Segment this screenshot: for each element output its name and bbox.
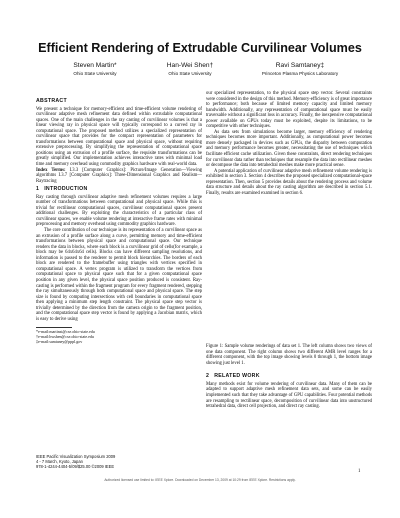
body-paragraph: A potential application of curvilinear adaptive mesh refinement volume rendering is exhibited in section 3. Section 4 describes the proposed specialized computational-space representation. Then, section 5 provides details about the rendering process and volume data structure and details about the ray casting algorithm are described in section 5.1. Finally, results are examined examined in section 6. bbox=[206, 168, 372, 196]
author-affiliation: Ohio State University bbox=[73, 71, 117, 76]
author-affiliation: Ohio State University bbox=[168, 71, 212, 76]
author-1 bbox=[55, 62, 135, 77]
section-2-heading bbox=[206, 374, 372, 380]
abstract-text: We present a technique for memory-efficient and time-efficient volume rendering of curvilinear adaptive mesh refinement data defined within extrudable computational spaces. One of the main challenges in the ray casting of curvilinear volumes is that a linear viewing ray in physical space will typically correspond to a curved ray in computational space. The proposed method utilizes a specialized representation of curvilinear space that provides for the compact representation of parameters for transformations between computational space and physical space, without requiring extensive preprocessing. By simplifying the representation of computational space positions using an extrusion of a profile surface, the requisite transformations can be greatly simplified. Our implementation achieves interactive rates with minimal load time and memory overhead using commodity graphics hardware with real-world data. bbox=[36, 106, 202, 168]
related-work-paragraph: Many methods exist for volume rendering of curvilinear data. Many of them can be adapted to support adaptive mesh refinement data sets, and some can be easily implemented such that they take advantage of GPU capabilities. Four potential methods are resampling to rectilinear space, decomposition of curvilinear data into unstructured tetrahedral data, direct cell projection, and direct ray casting. bbox=[206, 381, 372, 410]
body-paragraph: As data sets from simulations become larger, memory efficiency of rendering techniques becomes more important. Additionally, as computational power becomes more densely packaged in devices such as GPUs, the disparity between computation and memory performance becomes greater, necessitating the use of techniques which facilitate efficient cache utilization. Given these constraints, direct rendering techniques for curvilinear data rather than techniques that resample the data into rectilinear meshes or decompose the data into tetrahedral meshes make more practical sense. bbox=[206, 129, 372, 169]
author-3 bbox=[240, 62, 360, 77]
section-title: INTRODUCTION bbox=[44, 186, 88, 193]
conference-line: 978-1-4244-4404-5/09/$25.00 ©2009 IEEE bbox=[36, 463, 115, 469]
author-name: Ravi Samtaney‡ bbox=[275, 62, 325, 69]
left-column bbox=[36, 96, 202, 345]
conference-line: IEEE Pacific Visualization Symposium 2009 bbox=[36, 454, 116, 459]
section-number: 1 bbox=[36, 186, 40, 193]
author-2 bbox=[150, 62, 230, 77]
index-terms bbox=[36, 168, 202, 185]
footnote-divider bbox=[36, 327, 72, 328]
footnote: †e-mail:hwshen@cse.ohio-state.edu bbox=[36, 334, 94, 340]
body-paragraph: our specialized representation, to the physical space step vector. Several constraints were considered in the design of this method. Memory-efficiency is of great importance to performance; both because of limited memory capacity and limited memory bandwidth. Additionally, any representation of computational space must be easily traversable without a significant loss in accuracy. Finally, the inexpensive computational power available on GPUs today must be exploited, despite its limitations, to be competitive with other techniques. bbox=[206, 91, 373, 130]
figure-1-area bbox=[206, 196, 372, 344]
index-terms-text: I.3.3 [Computer Graphics]: Picture/Image Generation—Viewing algorithms I.3.7 [Computer Graphics]: Three-Dimensional Graphics and Realism—Raytracing bbox=[36, 167, 203, 184]
section-title: RELATED WORK bbox=[214, 373, 260, 380]
author-block bbox=[0, 62, 400, 86]
author-name: Han-Wei Shen† bbox=[166, 62, 214, 69]
download-footer: Authorized licensed use limited to: IEEE Xplore. Downloaded on December 13, 2009 at 10:29 from IEEE Xplore. Restrictions apply. bbox=[104, 478, 296, 482]
figure-caption: Figure 1: Sample volume renderings of data set 1. The left column shows two views of one data component. The right column shows two different AMR level ranges for a different component, with the top image showing levels 0 through 1, the bottom image showing just level 1. bbox=[206, 344, 372, 366]
page-number: 1 bbox=[358, 469, 361, 474]
section-number: 2 bbox=[206, 373, 210, 380]
index-terms-label: Index Terms: bbox=[36, 167, 66, 173]
section-1-heading bbox=[36, 187, 202, 193]
author-name: Steven Martin* bbox=[73, 62, 117, 69]
intro-paragraph-1: Ray casting through curvilinear adaptive mesh refinement volumes requires a large number of transformations between computational and physical space. While this is trivial for rectilinear computational spaces, curvilinear computational spaces present additional challenges. By exploiting the characteristics of a particular class of curvilinear spaces, we enable volume rendering at interactive frame rates with minimal preprocessing and memory overhead using commodity graphics hardware. bbox=[36, 194, 202, 228]
footnote: ‡e-mail:samtaney@pppl.gov bbox=[36, 338, 83, 344]
conference-line: 4 - 7 March, Kyoto, Japan bbox=[36, 458, 83, 464]
author-affiliation: Princeton Plasma Physics Laboratory bbox=[261, 71, 339, 76]
right-column bbox=[206, 91, 372, 410]
paper-title: Efficient Rendering of Extrudable Curvilinear Volumes bbox=[38, 41, 362, 55]
intro-paragraph-2: The core contribution of our technique is its representation of a curvilinear space as an extrusion of a profile surface along a curve, permitting memory and time-efficient transformations between physical space and computational space. Our technique renders the data in blocks, where each block is a curvilinear grid of cells(for example, a block may be 64x64x64 cells). Blocks can have different sampling resolutions, and information is passed to the renderer to permit block hierarchies. The borders of each block are rendered to the framebuffer using triangles with vertices specified in computational space. A vertex program is utilized to transform the vertices from computational space to physical space such that for a given computational space position in any given level, the physical space position produced is consistent. Ray-casting is performed within the fragment program for every fragment rendered, stepping the ray simultaneously through both computational space and physical space. The step size is found by computing intersections with cell boundaries in computational space then applying a minimum step length constraint. The physical space step vector is trivially determined by the direction from the camera origin to the fragment position, and the computational space step vector is found by applying a Jacobian matrix, which is easy to derive using bbox=[36, 228, 202, 322]
conference-info bbox=[36, 455, 206, 470]
abstract-heading: ABSTRACT bbox=[36, 98, 67, 104]
footnote: *e-mail:martinst@cse.ohio-state.edu bbox=[36, 329, 95, 335]
